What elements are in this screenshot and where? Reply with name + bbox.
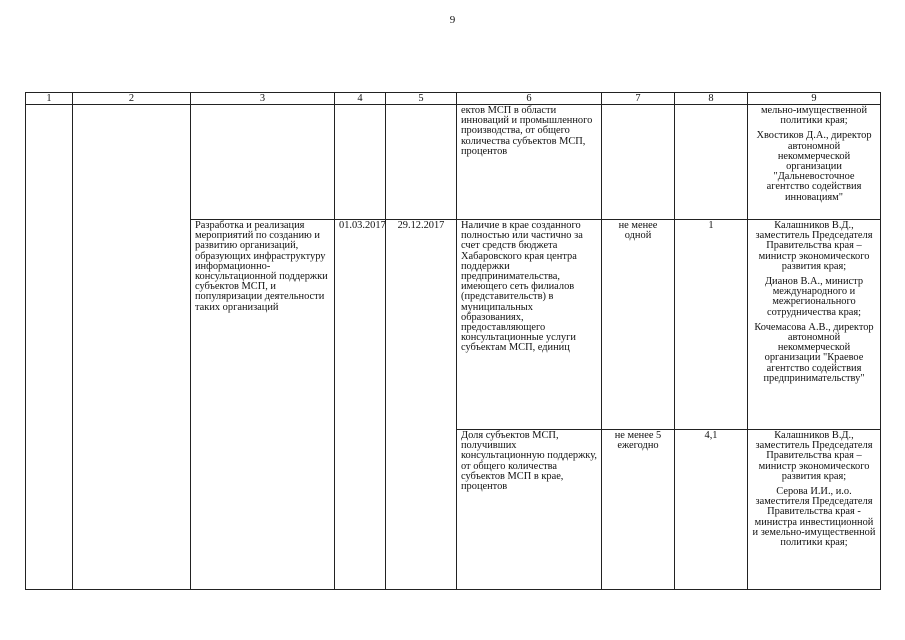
indicator-1-responsible: [748, 220, 881, 430]
cell-col8-empty: [675, 105, 748, 220]
table-row-continuation: [26, 105, 881, 220]
responsible-entry: Хвостиков Д.А., директор автономной некоммерческой организации "Дальневосточное агентство содействия инновациям": [756, 130, 872, 203]
responsible-entry: мельно-имущественной политики края;: [760, 105, 868, 127]
responsible-entry: Дианов В.А., министр международного и межрегионального сотрудничества края;: [764, 276, 864, 318]
cell-col5-empty: [386, 105, 457, 220]
responsible-entry: Калашников В.Д., заместитель Председателя Правительства края – министр экономического развития края;: [755, 430, 873, 482]
indicator-1-value: 1: [675, 220, 748, 430]
event-description-cell: Разработка и реализация мероприятий по созданию и развитию организаций, образующих инфраструктуру информационно-консультационной поддержки субъектов МСП, и популяризации деятельности таких организаций: [191, 220, 335, 590]
indicator-2-value: 4,1: [675, 430, 748, 590]
cell-col3-empty: [191, 105, 335, 220]
header-cell-5: 5: [386, 93, 457, 105]
header-cell-6: 6: [457, 93, 602, 105]
cell-col7-empty: [602, 105, 675, 220]
indicator-text-continued: ектов МСП в области инноваций и промышленного производства, от общего количества субъектов МСП, процентов: [457, 105, 602, 220]
responsible-cell-continued: [748, 105, 881, 220]
header-cell-9: 9: [748, 93, 881, 105]
program-table: [25, 92, 881, 590]
header-cell-2: 2: [73, 93, 191, 105]
cell-col4-empty: [335, 105, 386, 220]
indicator-2-responsible: [748, 430, 881, 590]
event-end-date: 29.12.2017: [386, 220, 457, 590]
header-cell-1: 1: [26, 93, 73, 105]
event-start-date: 01.03.2017: [335, 220, 386, 590]
indicator-2-target: не менее 5 ежегодно: [602, 430, 675, 590]
cell-col1: [26, 105, 73, 590]
header-row: [26, 93, 881, 105]
header-cell-4: 4: [335, 93, 386, 105]
responsible-entry: Калашников В.Д., заместитель Председателя Правительства края – министр экономического развития края;: [755, 220, 873, 272]
header-cell-8: 8: [675, 93, 748, 105]
cell-col2: [73, 105, 191, 590]
header-cell-7: 7: [602, 93, 675, 105]
responsible-entry: Серова И.И., и.о. заместителя Председателя Правительства края - министра инвестиционной и земельно-имущественной политики края;: [752, 486, 876, 549]
indicator-2-text: Доля субъектов МСП, получивших консультационную поддержку, от общего количества субъектов МСП в крае, процентов: [457, 430, 602, 590]
page-number: 9: [449, 14, 456, 26]
header-cell-3: 3: [191, 93, 335, 105]
indicator-1-target: не менее одной: [602, 220, 675, 430]
indicator-1-text: Наличие в крае созданного полностью или частично за счет средств бюджета Хабаровского края центра поддержки предпринимательства, имеющего сеть филиалов (представительств) в муниципальных образованиях, предоставляющего консультационные услуги субъектам МСП, единиц: [457, 220, 602, 430]
responsible-entry: Кочемасова А.В., директор автономной некоммерческой организации "Краевое агентство содействия предпринимательству": [754, 321, 874, 384]
